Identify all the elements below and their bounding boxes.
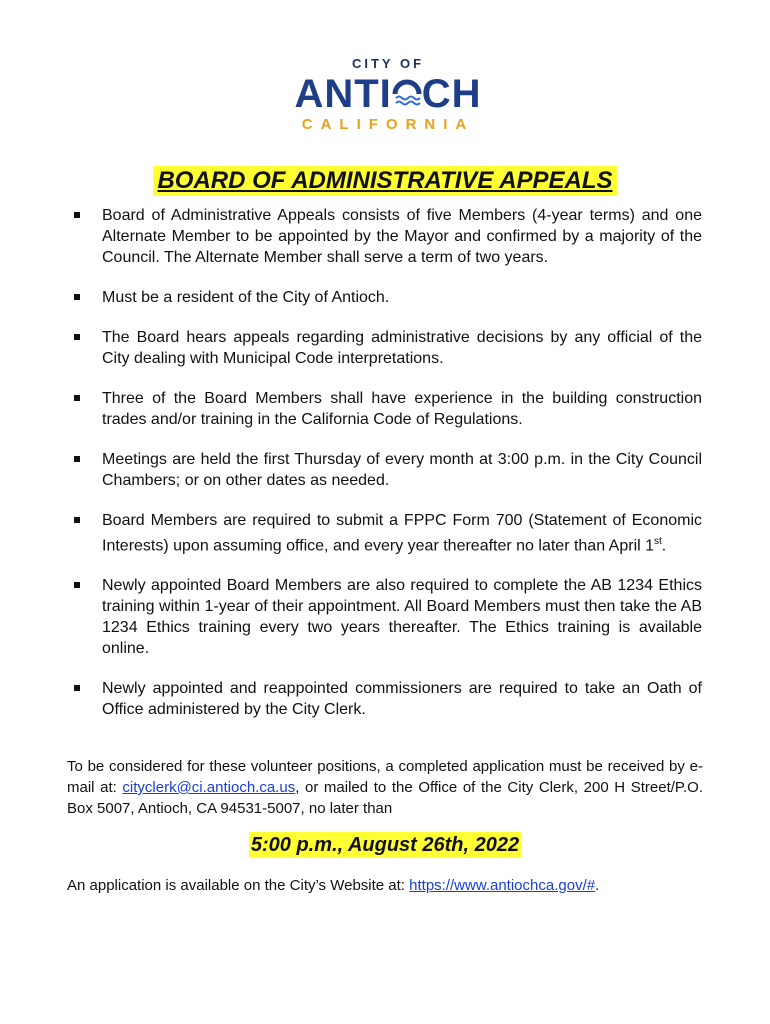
title-wrapper [0,166,770,196]
bullet-square-icon [74,456,80,462]
list-item-text: Newly appointed Board Members are also required to complete the AB 1234 Ethics training within 1-year of their appointment. All Board Members must then take the AB 1234 Ethics training every two years thereafter. The Ethics training is available online. [102,577,702,658]
list-item [72,678,702,720]
submission-text-before: To be considered for these volunteer positions, a completed application must be received by e-mail at: [67,758,703,796]
superscript: st [654,536,662,547]
list-item [72,287,702,308]
website-text-after: . [595,877,600,894]
list-item-end: . [661,537,667,555]
list-item [72,388,702,430]
list-item-text: Newly appointed and reappointed commissioners are required to take an Oath of Office administered by the City Clerk. [102,680,702,719]
bullet-square-icon [74,395,80,401]
bullet-square-icon [74,294,80,300]
submission-paragraph [67,756,703,819]
deadline-wrapper [0,832,770,858]
logo-name-part1: ANTI [294,72,392,116]
bullet-square-icon [74,517,80,523]
list-item [72,205,702,268]
list-item-text: Three of the Board Members shall have experience in the building construction trades and/or training in the California Code of Regulations. [102,390,702,428]
page-title: BOARD OF ADMINISTRATIVE APPEALS [153,166,616,196]
list-item-text: The Board hears appeals regarding administrative decisions by any official of the City dealing with Municipal Code interpretations. [102,329,702,367]
list-item-text: Board of Administrative Appeals consists of five Members (4-year terms) and one Alternate Member to be appointed by the Mayor and confirmed by a majority of the Council. The Alternate Member shall serve a term of two years. [102,207,702,266]
logo-o-wave-icon [392,75,422,107]
logo-name-part2: CH [421,72,482,116]
requirements-list [72,205,702,739]
logo-city-of: CITY OF [351,56,425,71]
bullet-square-icon [74,334,80,340]
deadline-text: 5:00 p.m., August 26th, 2022 [250,834,520,856]
website-text-before: An application is available on the City’s Website at: [67,877,410,894]
list-item [72,449,702,491]
list-item [72,327,702,369]
list-item-text: Must be a resident of the City of Antioch. [102,289,390,306]
email-link[interactable]: cityclerk@ci.antioch.ca.us [122,779,296,796]
logo-california: CALIFORNIA [301,116,475,133]
bullet-square-icon [74,685,80,691]
logo-antioch [286,72,490,116]
bullet-square-icon [74,212,80,218]
website-paragraph [67,876,703,896]
list-item [72,510,702,556]
submission-text-after: , or mailed to the Office of the City Clerk, 200 H Street/P.O. Box 5007, Antioch, CA 94531-5007, no later than [67,779,703,817]
list-item-text: Meetings are held the first Thursday of every month at 3:00 p.m. in the City Council Chambers; or on other dates as needed. [102,451,702,489]
website-link[interactable]: https://www.antiochca.gov/# [409,877,596,894]
list-item [72,575,702,659]
bullet-square-icon [74,582,80,588]
list-item-text: Board Members are required to submit a FPPC Form 700 (Statement of Economic Interests) upon assuming office, and every year thereafter no later than April 1 [102,512,702,555]
city-logo [286,56,490,142]
